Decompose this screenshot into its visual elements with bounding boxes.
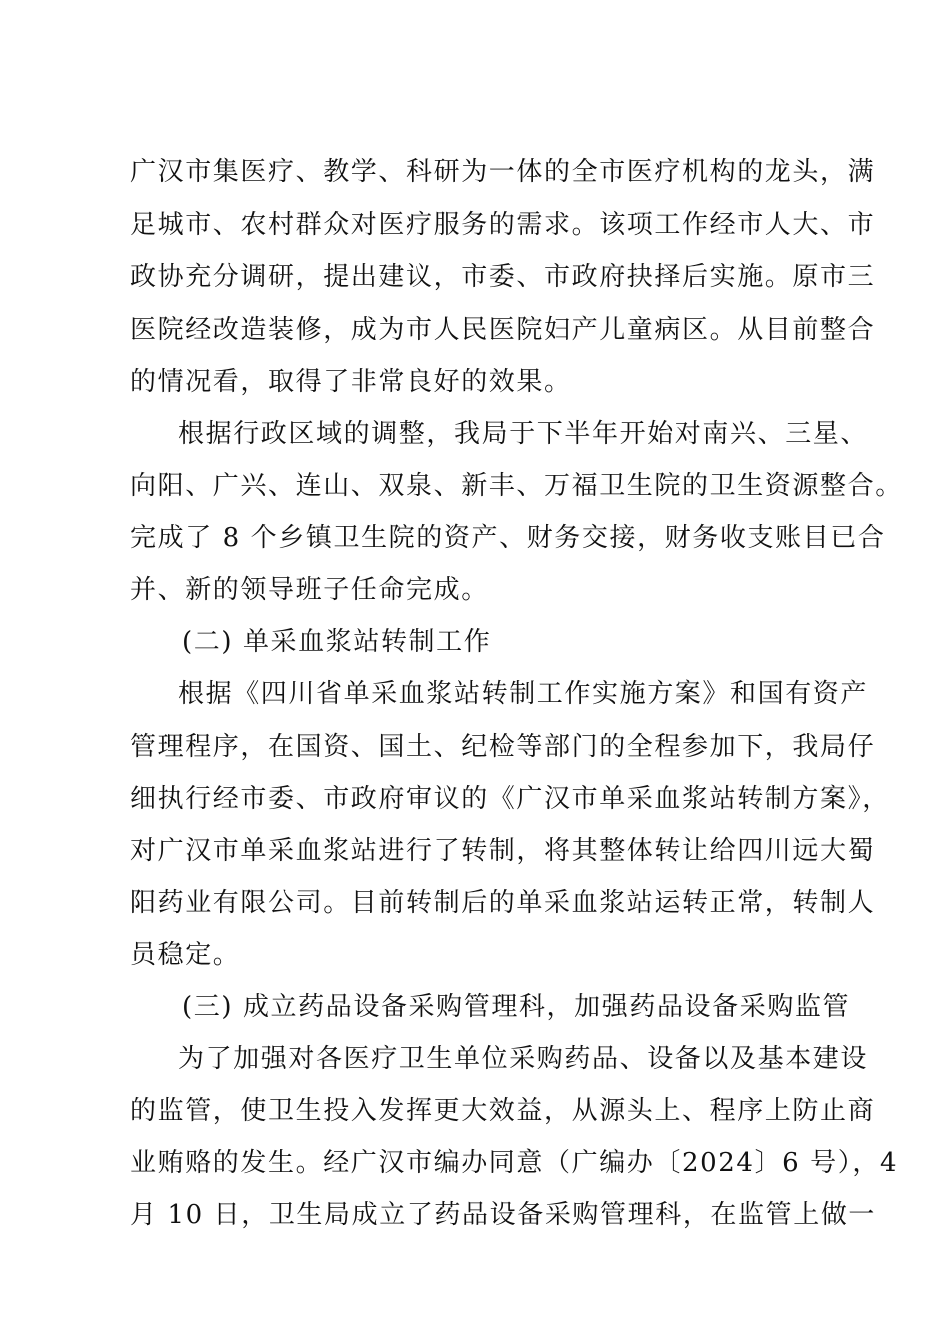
body-text-line: 管理程序，在国资、国土、纪检等部门的全程参加下，我局仔 (130, 732, 876, 762)
body-text-line: 月 10 日，卫生局成立了药品设备采购管理科，在监管上做一 (130, 1200, 877, 1230)
section-heading: (二) 单采血浆站转制工作 (182, 627, 492, 657)
body-text-line: 业贿赂的发生。经广汉市编办同意（广编办〔2024〕6 号），4 (130, 1148, 899, 1178)
body-text-line: 广汉市集医疗、教学、科研为一体的全市医疗机构的龙头，满 (130, 157, 876, 187)
paragraph-first-line: 为了加强对各医疗卫生单位采购药品、设备以及基本建设 (178, 1044, 869, 1074)
body-text-line: 细执行经市委、市政府审议的《广汉市单采血浆站转制方案》， (130, 784, 890, 814)
body-text-line: 向阳、广兴、连山、双泉、新丰、万福卫生院的卫生资源整合。 (130, 471, 903, 501)
body-text-line: 员稳定。 (130, 940, 241, 970)
body-text-line: 医院经改造装修，成为市人民医院妇产儿童病区。从目前整合 (130, 315, 876, 345)
paragraph-first-line: 根据《四川省单采血浆站转制工作实施方案》和国有资产 (178, 679, 869, 709)
body-text-line: 的情况看，取得了非常良好的效果。 (130, 367, 572, 397)
body-text-line: 阳药业有限公司。目前转制后的单采血浆站运转正常，转制人 (130, 888, 876, 918)
body-text-line: 的监管，使卫生投入发挥更大效益，从源头上、程序上防止商 (130, 1096, 876, 1126)
body-text-line: 并、新的领导班子任命完成。 (130, 575, 489, 605)
body-text-line: 对广汉市单采血浆站进行了转制，将其整体转让给四川远大蜀 (130, 836, 876, 866)
paragraph-first-line: 根据行政区域的调整，我局于下半年开始对南兴、三星、 (178, 419, 869, 449)
body-text-line: 完成了 8 个乡镇卫生院的资产、财务交接，财务收支账目已合 (130, 523, 886, 553)
body-text-line: 政协充分调研，提出建议，市委、市政府抉择后实施。原市三 (130, 262, 876, 292)
body-text-line: 足城市、农村群众对医疗服务的需求。该项工作经市人大、市 (130, 210, 876, 240)
section-heading: (三) 成立药品设备采购管理科，加强药品设备采购监管 (182, 992, 851, 1022)
